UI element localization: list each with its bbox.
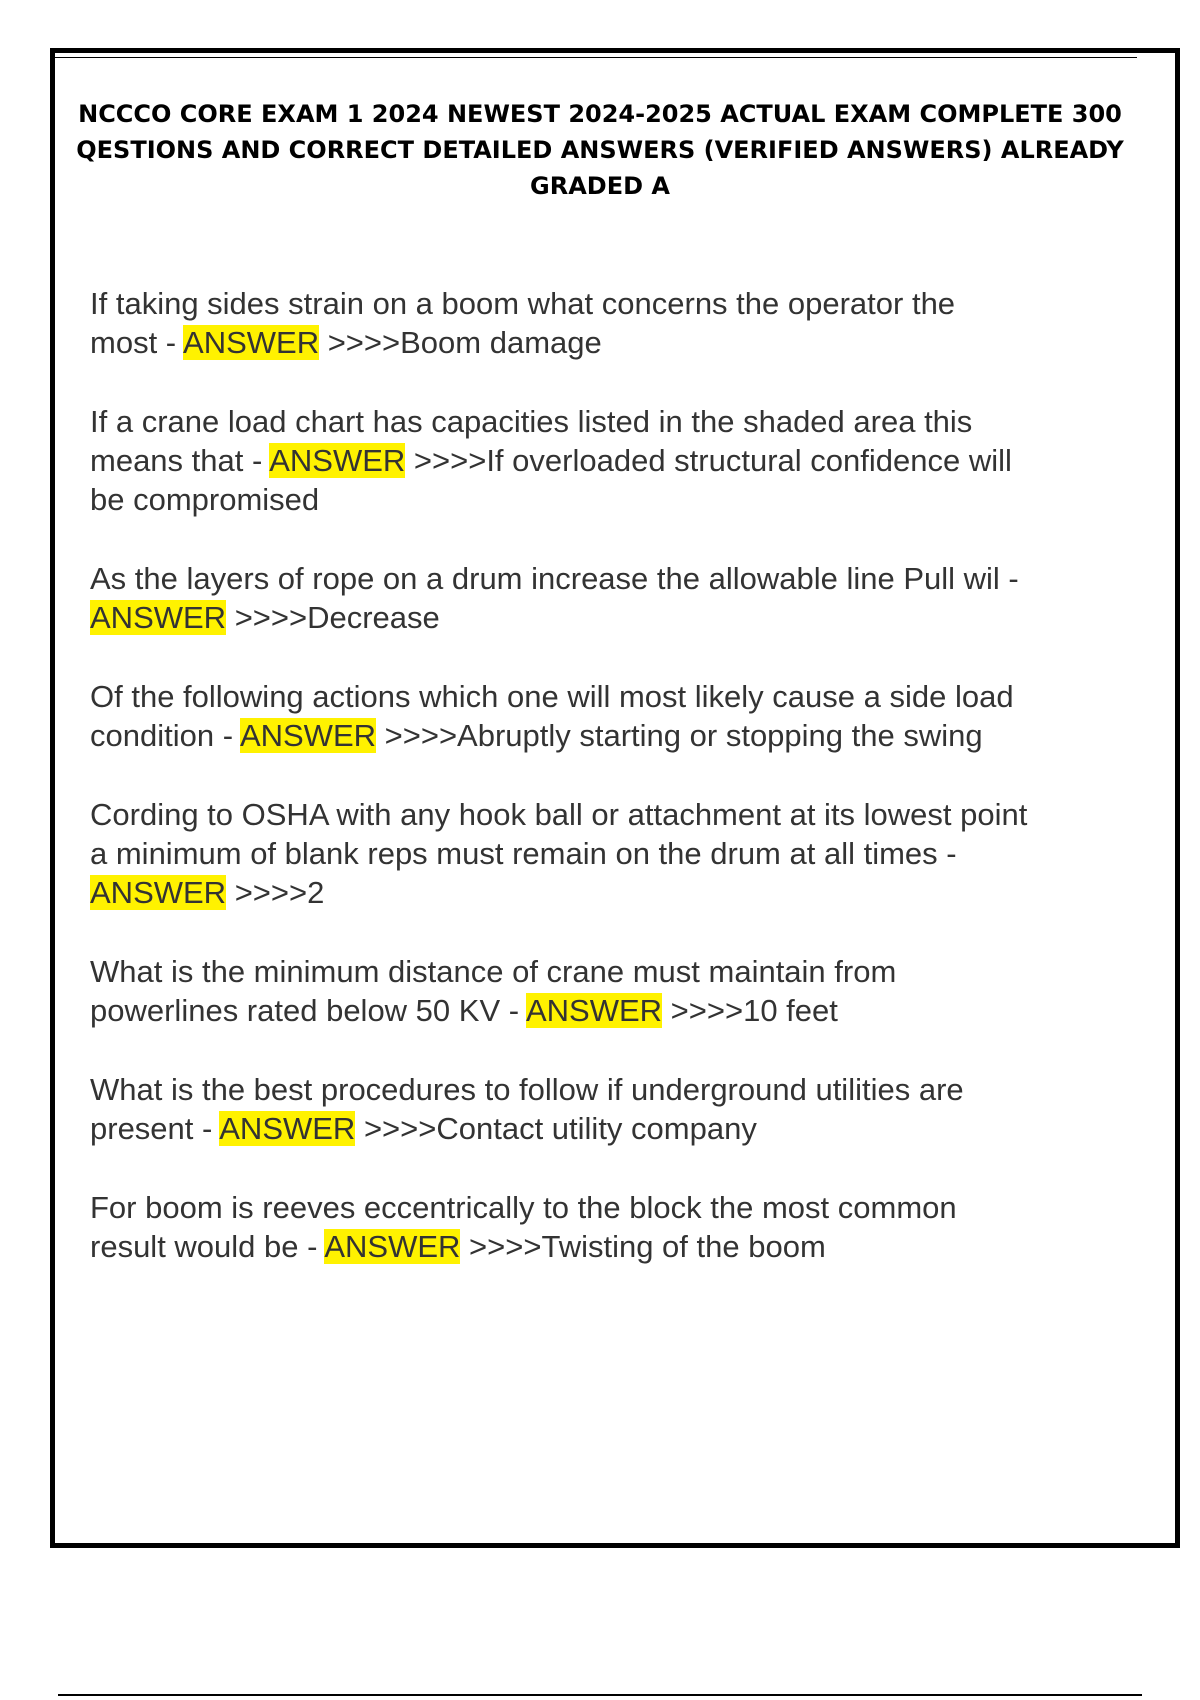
answer-highlight: ANSWER xyxy=(183,325,320,360)
qa-item xyxy=(90,559,1030,637)
question-text: For boom is reeves eccentrically to the block the most common result would be - xyxy=(90,1190,957,1264)
answer-text: >>>>Decrease xyxy=(226,600,440,635)
answer-highlight: ANSWER xyxy=(269,443,406,478)
qa-item xyxy=(90,677,1030,755)
answer-highlight: ANSWER xyxy=(90,875,227,910)
answer-highlight: ANSWER xyxy=(90,600,227,635)
answer-highlight: ANSWER xyxy=(219,1111,356,1146)
document-title: NCCCO CORE EXAM 1 2024 NEWEST 2024-2025 ACTUAL EXAM COMPLETE 300 QESTIONS AND CORRECT DETAILED ANSWERS (VERIFIED ANSWERS) ALREADY GRADED A xyxy=(76,100,1124,200)
next-page-top-rule xyxy=(58,1694,1142,1696)
answer-highlight: ANSWER xyxy=(324,1229,461,1264)
answer-highlight: ANSWER xyxy=(525,993,663,1028)
qa-item xyxy=(90,1070,1030,1148)
qa-item xyxy=(90,952,1030,1030)
answer-text: >>>>Twisting of the boom xyxy=(460,1229,826,1264)
answer-highlight: ANSWER xyxy=(239,718,377,753)
answer-text: >>>>Boom damage xyxy=(319,325,602,360)
answer-text: >>>>Contact utility company xyxy=(355,1111,757,1146)
answer-text: >>>>If overloaded structural confidence will be compromised xyxy=(90,443,1012,517)
qa-item xyxy=(90,402,1030,519)
answer-text: >>>>2 xyxy=(226,875,325,910)
qa-item xyxy=(90,795,1030,912)
question-text: What is the minimum distance of crane must maintain from powerlines rated below 50 KV - xyxy=(90,954,897,1028)
question-text: Cording to OSHA with any hook ball or attachment at its lowest point a minimum of blank reps must remain on the drum at all times - xyxy=(90,797,1028,871)
frame-top-rule xyxy=(55,57,1137,58)
answer-text: >>>>Abruptly starting or stopping the swing xyxy=(376,718,983,753)
qa-list xyxy=(90,284,1030,1306)
question-text: What is the best procedures to follow if underground utilities are present - xyxy=(90,1072,964,1146)
question-text: Of the following actions which one will most likely cause a side load condition - xyxy=(90,679,1014,753)
question-text: If taking sides strain on a boom what concerns the operator the most - xyxy=(90,286,956,360)
qa-item xyxy=(90,284,1030,362)
question-text: As the layers of rope on a drum increase the allowable line Pull wil - xyxy=(90,561,1019,596)
answer-text: >>>>10 feet xyxy=(662,993,838,1028)
question-text: If a crane load chart has capacities listed in the shaded area this means that - xyxy=(90,404,973,478)
qa-item xyxy=(90,1188,1030,1266)
